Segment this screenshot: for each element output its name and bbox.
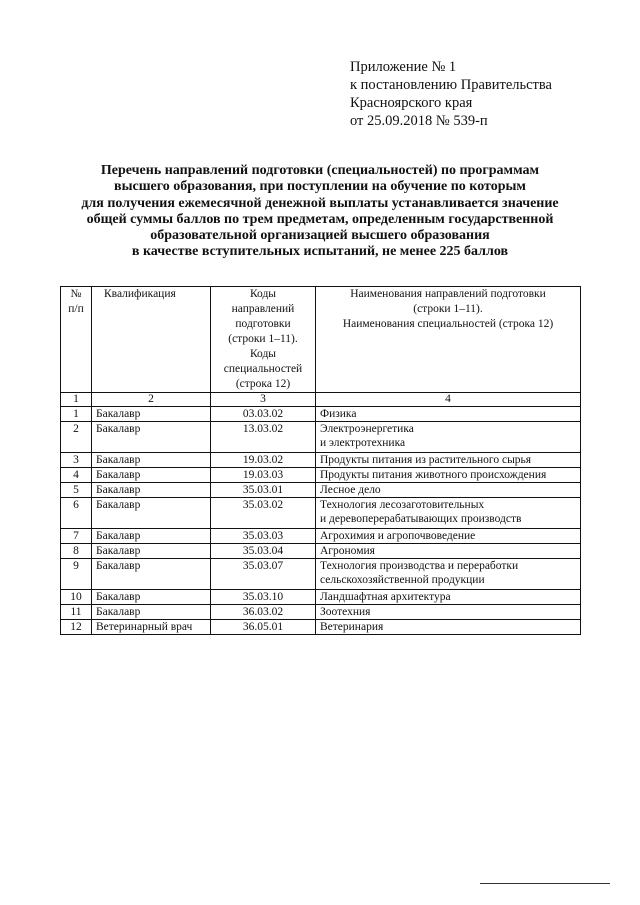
row-name-line: Лесное дело <box>320 484 381 496</box>
bottom-divider <box>480 883 610 884</box>
row-code: 35.03.10 <box>211 590 316 605</box>
row-number: 3 <box>61 453 92 468</box>
table-row <box>61 544 581 559</box>
table-row <box>61 407 581 422</box>
row-number: 9 <box>61 559 92 590</box>
row-qualification: Бакалавр <box>92 468 211 483</box>
row-code: 19.03.03 <box>211 468 316 483</box>
row-number: 10 <box>61 590 92 605</box>
row-name-line: Ландшафтная архитектура <box>320 591 451 603</box>
row-name <box>316 620 581 635</box>
column-number: 3 <box>211 393 316 407</box>
row-name-line: Зоотехния <box>320 606 371 618</box>
title-line: высшего образования, при поступлении на обучение по которым <box>114 179 526 195</box>
appendix-line-1: Приложение № 1 <box>350 59 457 75</box>
row-name <box>316 529 581 544</box>
header-number <box>61 287 92 393</box>
header-line: (строка 12) <box>235 378 291 390</box>
row-number: 4 <box>61 468 92 483</box>
row-name-line: Технология лесозаготовительных <box>320 499 485 511</box>
table-row <box>61 468 581 483</box>
header-line: (строки 1–11). <box>228 333 298 345</box>
row-number: 8 <box>61 544 92 559</box>
header-line: Наименования специальностей (строка 12) <box>342 318 554 330</box>
row-number: 2 <box>61 422 92 453</box>
table-row <box>61 453 581 468</box>
row-name <box>316 422 581 453</box>
header-line: Коды <box>249 348 277 360</box>
table-row <box>61 559 581 590</box>
row-qualification: Бакалавр <box>92 422 211 453</box>
row-code: 36.05.01 <box>211 620 316 635</box>
header-line: (строки 1–11). <box>413 303 483 315</box>
row-qualification: Бакалавр <box>92 590 211 605</box>
table-row <box>61 620 581 635</box>
row-name-line: Продукты питания животного происхождения <box>320 469 547 481</box>
row-name-line: Физика <box>320 408 357 420</box>
table-row <box>61 590 581 605</box>
row-number: 11 <box>61 605 92 620</box>
row-code: 13.03.02 <box>211 422 316 453</box>
row-number: 6 <box>61 498 92 529</box>
header-names <box>316 287 581 393</box>
row-name <box>316 544 581 559</box>
header-line: подготовки <box>235 318 291 330</box>
directions-table <box>60 286 581 635</box>
row-code: 35.03.02 <box>211 498 316 529</box>
row-qualification: Бакалавр <box>92 605 211 620</box>
table-row <box>61 483 581 498</box>
row-name <box>316 559 581 590</box>
row-name <box>316 468 581 483</box>
header-line: направлений <box>231 303 295 315</box>
row-name-line: Технология производства и переработки <box>320 560 519 572</box>
row-code: 35.03.04 <box>211 544 316 559</box>
row-number: 7 <box>61 529 92 544</box>
title-line: общей суммы баллов по трем предметам, определенным государственной <box>86 211 554 227</box>
row-qualification: Бакалавр <box>92 483 211 498</box>
row-number: 12 <box>61 620 92 635</box>
row-name-line: Ветеринария <box>320 621 384 633</box>
row-name-line: Продукты питания из растительного сырья <box>320 454 532 466</box>
column-number: 2 <box>92 393 211 407</box>
row-name-line: и электротехника <box>320 437 406 449</box>
row-qualification: Ветеринарный врач <box>92 620 211 635</box>
appendix-block <box>350 58 552 130</box>
row-name-line: Агрономия <box>320 545 375 557</box>
table-row <box>61 422 581 453</box>
title-line: в качестве вступительных испытаний, не менее 225 баллов <box>131 244 509 260</box>
table-row <box>61 605 581 620</box>
row-name-line: Электроэнергетика <box>320 423 414 435</box>
row-name <box>316 407 581 422</box>
column-number: 1 <box>61 393 92 407</box>
header-codes <box>211 287 316 393</box>
header-line: п/п <box>68 303 84 315</box>
row-number: 1 <box>61 407 92 422</box>
row-name <box>316 590 581 605</box>
appendix-line-3: Красноярского края <box>350 95 473 111</box>
appendix-line-4: от 25.09.2018 № 539-п <box>350 113 488 129</box>
row-name <box>316 498 581 529</box>
row-name <box>316 453 581 468</box>
header-line: Наименования направлений подготовки <box>350 288 546 300</box>
row-number: 5 <box>61 483 92 498</box>
row-name-line: Агрохимия и агропочвоведение <box>320 530 476 542</box>
row-qualification: Бакалавр <box>92 453 211 468</box>
row-qualification: Бакалавр <box>92 407 211 422</box>
row-code: 03.03.02 <box>211 407 316 422</box>
column-number: 4 <box>316 393 581 407</box>
title-line: образовательной организацией высшего образования <box>150 228 490 244</box>
column-number-row <box>61 393 581 407</box>
title-line: Перечень направлений подготовки (специальностей) по программам <box>100 163 540 178</box>
table-header-row <box>61 287 581 393</box>
row-code: 35.03.03 <box>211 529 316 544</box>
table-row <box>61 498 581 529</box>
row-qualification: Бакалавр <box>92 498 211 529</box>
row-code: 35.03.07 <box>211 559 316 590</box>
header-line: специальностей <box>223 363 303 375</box>
row-qualification: Бакалавр <box>92 529 211 544</box>
row-qualification: Бакалавр <box>92 559 211 590</box>
document-title <box>60 163 580 261</box>
header-qualification: Квалификация <box>92 287 211 393</box>
header-line: Коды <box>249 288 277 300</box>
row-name-line: сельскохозяйственной продукции <box>320 574 485 586</box>
row-qualification: Бакалавр <box>92 544 211 559</box>
appendix-line-2: к постановлению Правительства <box>350 77 552 93</box>
row-name <box>316 605 581 620</box>
title-line: для получения ежемесячной денежной выплаты устанавливается значение <box>81 195 559 211</box>
row-name-line: и деревоперерабатывающих производств <box>320 513 522 525</box>
row-code: 36.03.02 <box>211 605 316 620</box>
row-name <box>316 483 581 498</box>
row-code: 19.03.02 <box>211 453 316 468</box>
row-code: 35.03.01 <box>211 483 316 498</box>
header-line: № <box>70 288 82 300</box>
table-row <box>61 529 581 544</box>
